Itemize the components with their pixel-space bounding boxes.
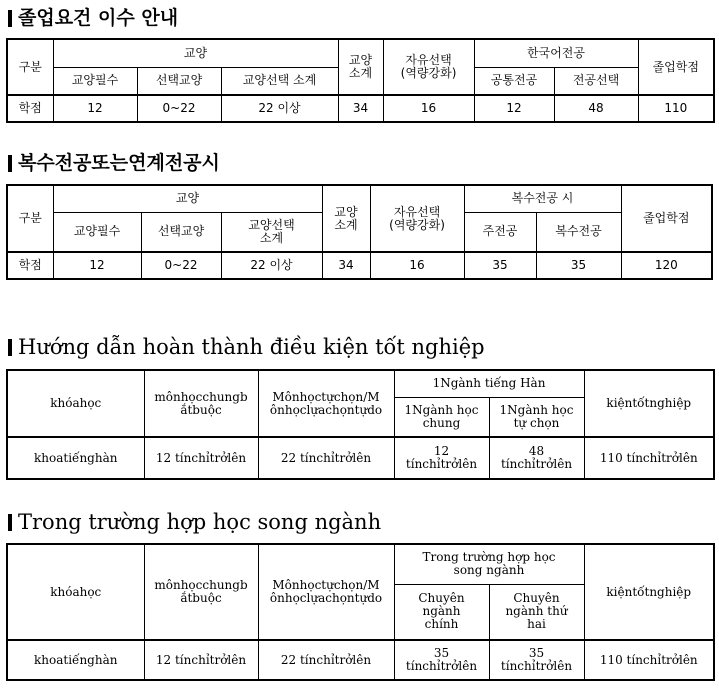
header-main-major: 주전공 — [464, 212, 536, 252]
header-elective-general: Mônhọctựchọn/M ônhọclựachọntựdo — [258, 370, 394, 437]
header-required-liberal: 교양필수 — [53, 67, 137, 95]
header-graduation-requirement: kiệntốtnghiệp — [584, 370, 714, 437]
header-liberal-subtotal: 교양 소계 — [322, 185, 370, 252]
heading-bar-icon — [8, 514, 12, 531]
section-title-text: 복수전공또는연계전공시 — [18, 152, 220, 174]
header-second-major: Chuyên ngành thứ hai — [489, 584, 584, 640]
table-cell: 12 tínchỉtrởlên — [144, 437, 258, 479]
header-category: 구분 — [7, 185, 53, 252]
row-label: 학점 — [7, 95, 53, 122]
section-title-vn-graduation — [8, 335, 485, 359]
table-cell: 110 — [638, 95, 714, 122]
table-cell: 22 tínchỉtrởlên — [258, 640, 394, 680]
table-cell: 12 tínchỉtrởlên — [394, 437, 489, 479]
section-title-text: Trong trường hợp học song ngành — [18, 510, 382, 534]
table-cell: 22 이상 — [221, 95, 338, 122]
table-cell: 12 — [53, 252, 141, 279]
header-optional-liberal: 선택교양 — [137, 67, 221, 95]
table-row — [7, 640, 714, 680]
table-cell: 35 — [536, 252, 621, 279]
table-cell: 120 — [621, 252, 712, 279]
row-label: 학점 — [7, 252, 53, 279]
table-cell: 35 — [464, 252, 536, 279]
vn-double-major-table — [6, 543, 715, 681]
table-cell: 12 tínchỉtrởlên — [144, 640, 258, 680]
table-cell: 16 — [383, 95, 474, 122]
vn-graduation-table — [6, 369, 715, 480]
header-group-liberal-arts: 교양 — [53, 39, 338, 67]
table-row — [7, 437, 714, 479]
table-cell: 35 tínchỉtrởlên — [489, 640, 584, 680]
table-cell: 12 — [474, 95, 554, 122]
header-major-elective: 1Ngành học tự chọn — [489, 397, 584, 437]
header-category: khóahọc — [7, 370, 144, 437]
header-elective-general: Mônhọctựchọn/M ônhọclựachọntựdo — [258, 544, 394, 640]
header-group-double-major: Trong trường hợp học song ngành — [394, 544, 584, 584]
section-title-text: Hướng dẫn hoàn thành điều kiện tốt nghiệp — [18, 335, 485, 359]
header-group-major: 한국어전공 — [474, 39, 638, 67]
section-title-graduation — [8, 6, 178, 30]
header-group-liberal-arts: 교양 — [53, 185, 322, 212]
header-total-credits: 졸업학점 — [621, 185, 712, 252]
header-main-major: Chuyên ngành chính — [394, 584, 489, 640]
table-cell: 22 이상 — [221, 252, 322, 279]
header-total-credits: 졸업학점 — [638, 39, 714, 95]
header-group-korean-major: 1Ngành tiếng Hàn — [394, 370, 584, 397]
heading-bar-icon — [8, 155, 12, 172]
table-cell: 12 — [53, 95, 137, 122]
table-cell: 48 — [554, 95, 638, 122]
header-optional-liberal: 선택교양 — [141, 212, 221, 252]
heading-bar-icon — [8, 10, 12, 27]
header-free-elective: 자유선택 (역량강화) — [370, 185, 464, 252]
header-required-general: mônhọcchungb ắtbuộc — [144, 370, 258, 437]
header-liberal-elective-subtotal: 교양선택 소계 — [221, 212, 322, 252]
section-title-text: 졸업요건 이수 안내 — [18, 7, 179, 29]
table-cell: 35 tínchỉtrởlên — [394, 640, 489, 680]
table-cell: 0~22 — [137, 95, 221, 122]
graduation-requirements-table — [6, 38, 715, 123]
header-category: khóahọc — [7, 544, 144, 640]
header-required-general: mônhọcchungb ắtbuộc — [144, 544, 258, 640]
double-major-table — [6, 184, 713, 280]
heading-bar-icon — [8, 339, 12, 356]
header-required-liberal: 교양필수 — [53, 212, 141, 252]
header-group-double-major: 복수전공 시 — [464, 185, 621, 212]
table-cell: 48 tínchỉtrởlên — [489, 437, 584, 479]
header-common-major: 1Ngành học chung — [394, 397, 489, 437]
table-cell: 34 — [322, 252, 370, 279]
header-liberal-elective-subtotal: 교양선택 소계 — [221, 67, 338, 95]
table-cell: 110 tínchỉtrởlên — [584, 640, 714, 680]
header-liberal-subtotal: 교양 소계 — [338, 39, 383, 95]
table-row — [7, 252, 712, 279]
table-cell: 0~22 — [141, 252, 221, 279]
table-row — [7, 95, 714, 122]
header-second-major: 복수전공 — [536, 212, 621, 252]
header-major-elective: 전공선택 — [554, 67, 638, 95]
section-title-double-major — [8, 151, 220, 175]
row-label: khoatiếnghàn — [7, 437, 144, 479]
header-free-elective: 자유선택 (역량강화) — [383, 39, 474, 95]
row-label: khoatiếnghàn — [7, 640, 144, 680]
header-category: 구분 — [7, 39, 53, 95]
table-cell: 34 — [338, 95, 383, 122]
header-common-major: 공통전공 — [474, 67, 554, 95]
table-cell: 110 tínchỉtrởlên — [584, 437, 714, 479]
table-cell: 16 — [370, 252, 464, 279]
header-graduation-requirement: kiệntốtnghiệp — [584, 544, 714, 640]
section-title-vn-double-major — [8, 510, 381, 534]
table-cell: 22 tínchỉtrởlên — [258, 437, 394, 479]
